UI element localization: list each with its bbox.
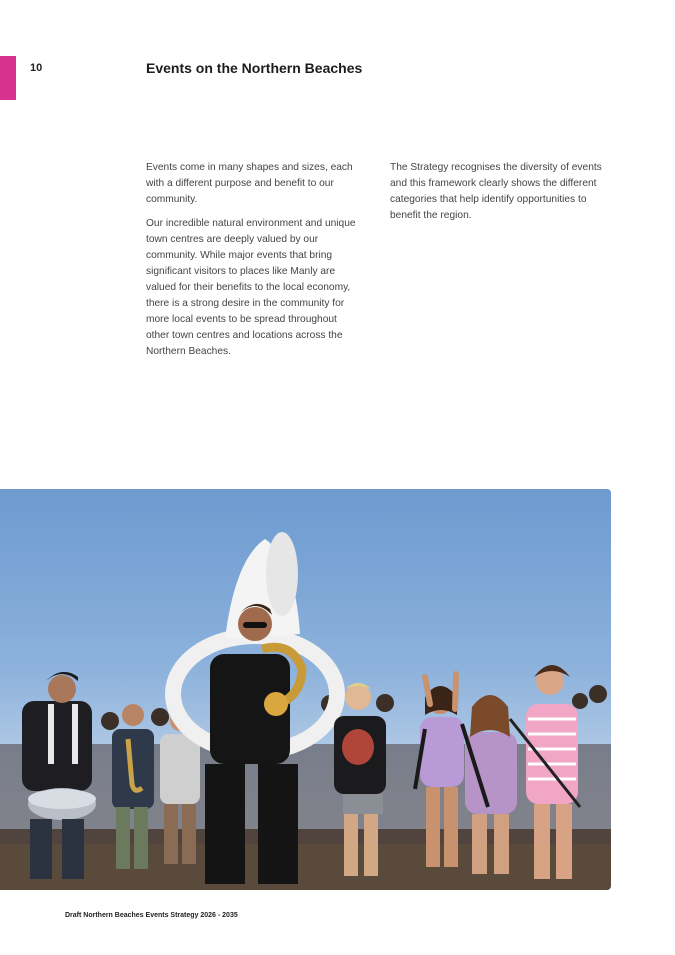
text-column-left bbox=[146, 160, 358, 368]
paragraph: Events come in many shapes and sizes, each with a different purpose and benefit to our community. bbox=[146, 162, 353, 205]
photo-illustration bbox=[0, 489, 611, 890]
section-tab-marker bbox=[0, 56, 16, 100]
text-column-right bbox=[390, 160, 605, 232]
page-title: Events on the Northern Beaches bbox=[146, 60, 363, 76]
marching-band-photo bbox=[0, 489, 611, 890]
paragraph: Our incredible natural environment and unique town centres are deeply valued by our community. While major events that bring significant visitors to places like Manly are valued for their benefits to the local economy, there is a strong desire in the community for more local events to be spread throughout other town centres and locations across the Northern Beaches. bbox=[146, 218, 356, 357]
paragraph: The Strategy recognises the diversity of events and this framework clearly shows the different categories that help identify opportunities to benefit the region. bbox=[390, 162, 602, 221]
page-number: 10 bbox=[30, 62, 43, 74]
page-footer: Draft Northern Beaches Events Strategy 2026 - 2035 bbox=[65, 912, 238, 919]
